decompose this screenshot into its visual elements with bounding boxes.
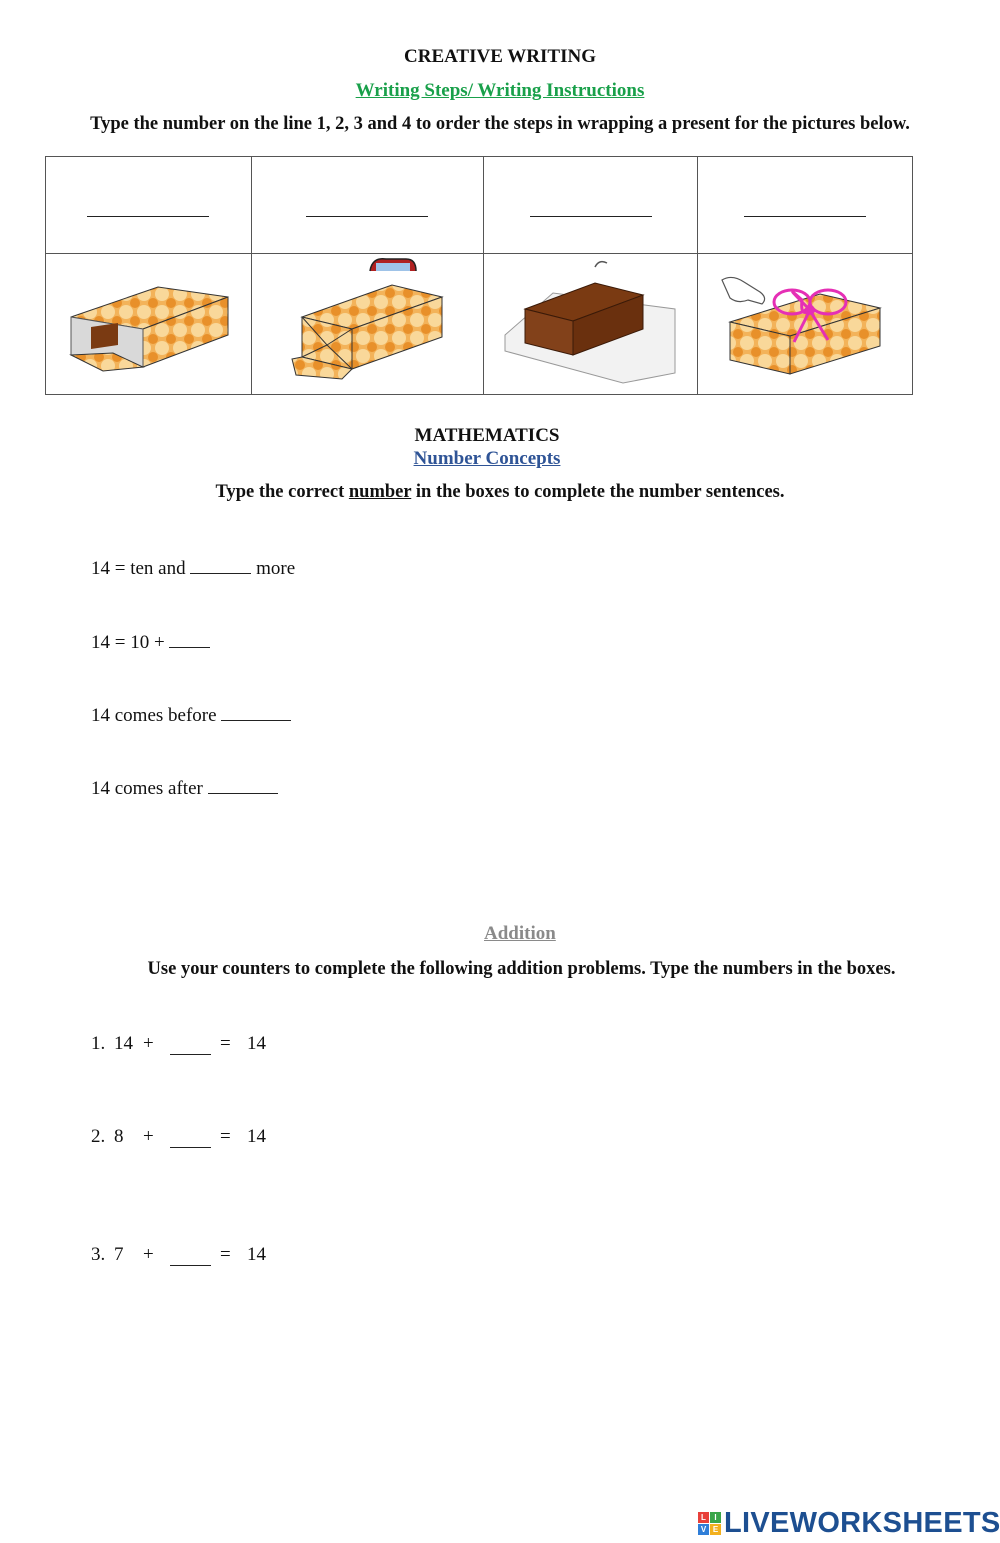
number-sentence-1: 14 = ten and more — [91, 555, 295, 580]
mathematics-title: MATHEMATICS — [414, 425, 560, 446]
number-sentence-2: 14 = 10 + — [91, 629, 210, 654]
addition-answer-1[interactable] — [170, 1036, 211, 1055]
logo-text: LIVEWORKSHEETS — [724, 1506, 1000, 1539]
number-sentence-3: 14 comes before — [91, 702, 291, 727]
math-instruction — [0, 482, 1000, 503]
creative-writing-title: CREATIVE WRITING — [404, 46, 596, 67]
step-answer-line-2[interactable] — [306, 216, 428, 217]
wrapped-gift-with-bow-image — [720, 262, 890, 382]
logo-mark-icon: L I V E — [698, 1512, 721, 1535]
addition-problem-2: 2. 8 + = 14 — [91, 1126, 266, 1147]
number-sentence-4: 14 comes after — [91, 775, 278, 800]
step-answer-cell-1[interactable] — [46, 157, 252, 254]
addition-answer-3[interactable] — [170, 1247, 211, 1266]
answer-blank-1[interactable] — [190, 555, 251, 574]
wrapping-steps-table — [45, 156, 913, 395]
math-instruction-post: in the boxes to complete the number sentences. — [411, 482, 785, 502]
answer-blank-4[interactable] — [208, 775, 278, 794]
liveworksheets-logo[interactable] — [698, 1506, 1000, 1540]
creative-instruction: Type the number on the line 1, 2, 3 and 4 to order the steps in wrapping a present for the pictures below. — [90, 114, 910, 134]
step-answer-line-1[interactable] — [87, 216, 209, 217]
step-picture-3 — [483, 254, 698, 395]
step-picture-2 — [251, 254, 483, 395]
number-concepts-subtitle: Number Concepts — [413, 448, 561, 469]
answer-blank-2[interactable] — [169, 629, 210, 648]
step-answer-cell-2[interactable] — [251, 157, 483, 254]
step-picture-1 — [46, 254, 252, 395]
addition-instruction: Use your counters to complete the following addition problems. Type the numbers in the boxes. — [147, 959, 896, 979]
addition-title: Addition — [484, 923, 556, 944]
partially-wrapped-box-image — [63, 267, 233, 377]
folded-ends-box-image — [282, 257, 452, 387]
math-instruction-pre: Type the correct — [215, 482, 349, 502]
step-picture-4 — [698, 254, 913, 395]
step-answer-line-3[interactable] — [530, 216, 652, 217]
answer-blank-3[interactable] — [221, 702, 291, 721]
step-answer-cell-3[interactable] — [483, 157, 698, 254]
addition-answer-2[interactable] — [170, 1129, 211, 1148]
math-instruction-key: number — [348, 482, 412, 502]
addition-problem-3: 3. 7 + = 14 — [91, 1244, 266, 1265]
step-answer-line-4[interactable] — [744, 216, 866, 217]
addition-problem-1: 1. 14 + = 14 — [91, 1033, 266, 1054]
step-answer-cell-4[interactable] — [698, 157, 913, 254]
box-on-paper-image — [503, 257, 678, 387]
writing-steps-subtitle: Writing Steps/ Writing Instructions — [355, 80, 645, 101]
